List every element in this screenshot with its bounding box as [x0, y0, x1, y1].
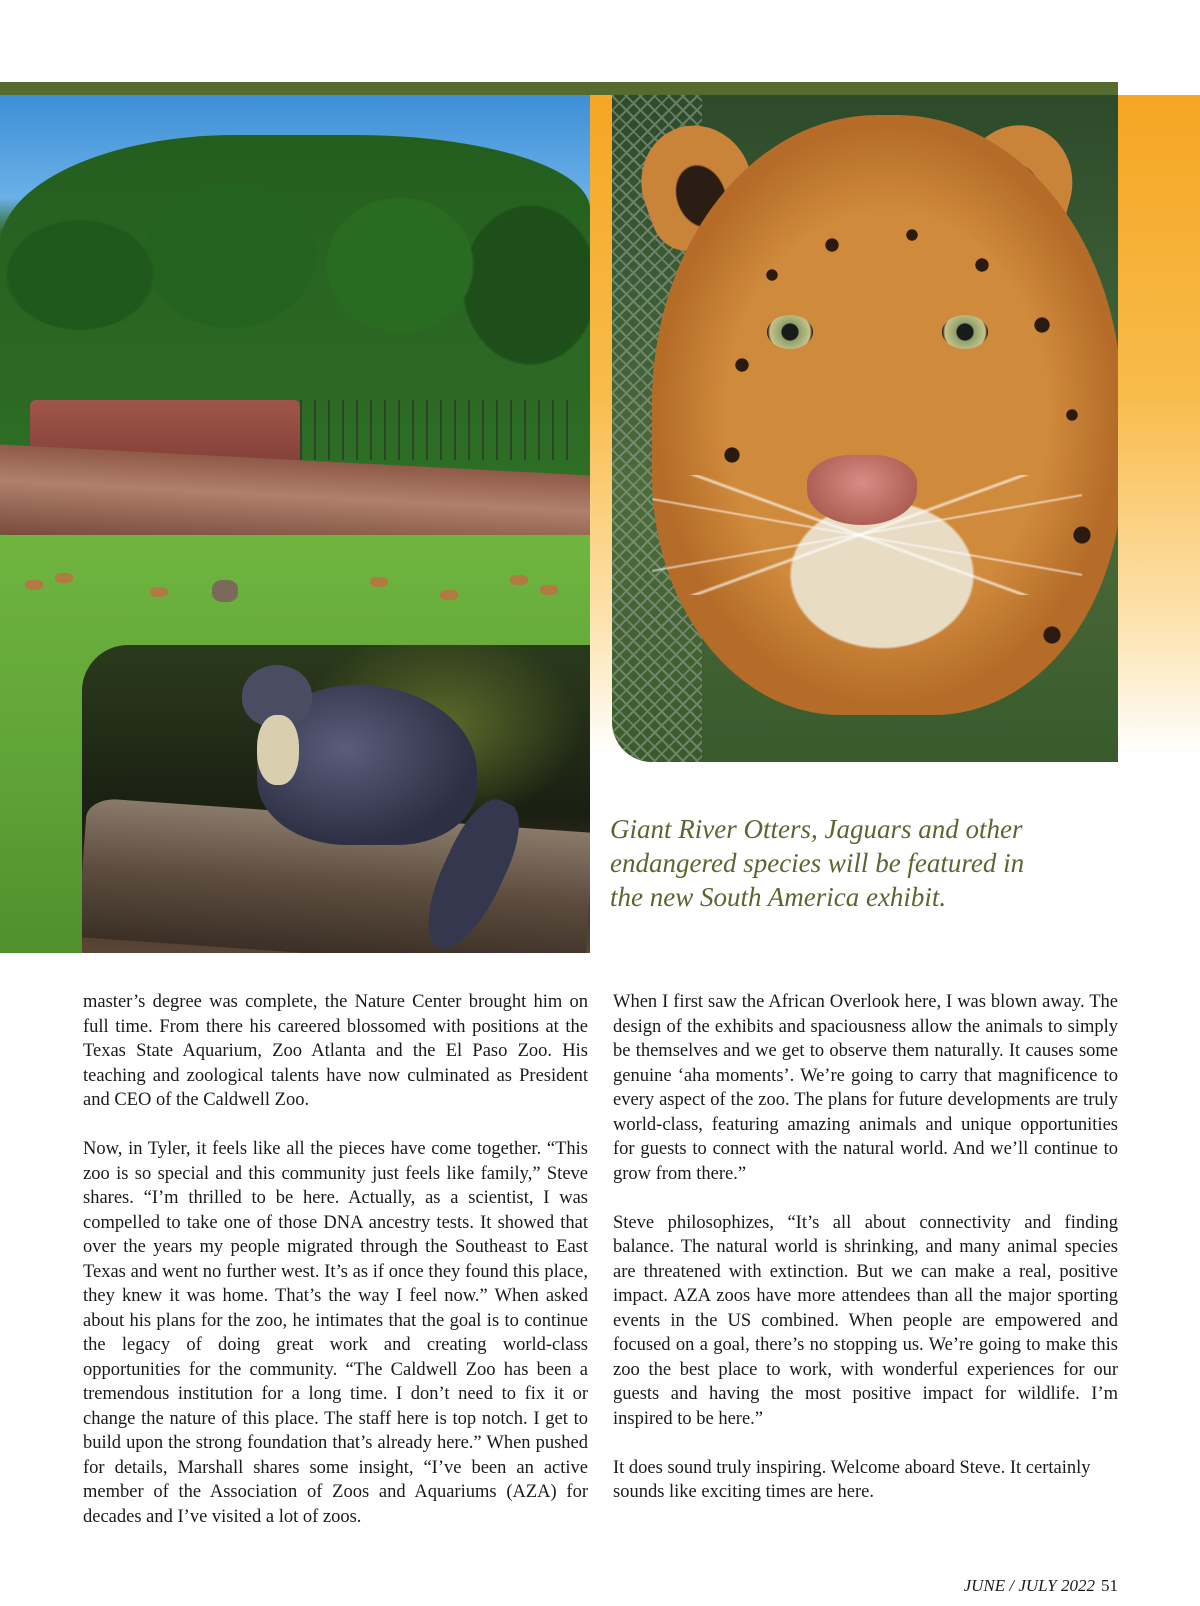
caption-line: the new South America exhibit. [610, 882, 947, 912]
ostrich [212, 580, 238, 602]
antelope [150, 587, 168, 597]
jaguar-head [652, 115, 1118, 715]
page-number: 51 [1101, 1576, 1118, 1595]
paragraph: master’s degree was complete, the Nature Center brought him on full time. From there his careered blossomed with positions at the Texas State Aquarium, Zoo Atlanta and the El Paso Zoo. His teaching and zoological talents have now culminated as President and CEO of the Caldwell Zoo. [83, 992, 588, 1110]
jaguar-eye-right [942, 315, 988, 349]
issue-date: JUNE / JULY 2022 [963, 1576, 1095, 1595]
caption-line: Giant River Otters, Jaguars and other [610, 814, 1023, 844]
antelope [55, 573, 73, 583]
article-column-right [613, 990, 1118, 1505]
article-column-left [83, 990, 588, 1529]
top-rule [0, 82, 1118, 95]
paragraph: Now, in Tyler, it feels like all the pieces have come together. “This zoo is so special and this community just feels like family,” Steve shares. “I’m thrilled to be here. Actually, as a scientist, I was compelled to take one of those DNA ancestry tests. It showed that over the years my people migrated through the Southeast to East Texas and went no further west. It’s as if once they found this place, they knew it was home. That’s the way I feel now.” When asked about his plans for the zoo, he intimates that the goal is to continue the legacy of doing great work and creating world-class opportunities for the community. “The Caldwell Zoo has been a tremendous institution for a long time. I don’t need to fix it or change the nature of this place. The staff here is top notch. I get to build upon the strong foundation that’s already here.” When pushed for details, Marshall shares some insight, “I’ve been an active member of the Association of Zoos and Aquariums (AZA) for decades and I’ve visited a lot of zoos. [83, 1139, 588, 1527]
jaguar-eye-left [767, 315, 813, 349]
paragraph: When I first saw the African Overlook here, I was blown away. The design of the exhibits and spaciousness allow the animals to simply be themselves and we get to observe them naturally. It causes some genuine ‘aha moments’. We’re going to carry that magnificence to every aspect of the zoo. The plans for future developments are truly world-class, featuring amazing animals and unique opportunities for guests to connect with the natural world. And we’ll continue to grow from there.” [613, 992, 1118, 1184]
paragraph: Steve philosophizes, “It’s all about connectivity and finding balance. The natural world is shrinking, and many animal species are threatened with extinction. But we can make a real, positive impact. AZA zoos have more attendees than all the major sporting events in the US combined. When people are empowered and focused on a goal, there’s no stopping us. We’re going to make this zoo the best place to work, with wonderful experiences for our guests and having the most positive impact for wildlife. I’m inspired to be here.” [613, 1212, 1118, 1429]
antelope [25, 580, 43, 590]
jaguar-photo [612, 95, 1118, 762]
antelope [440, 590, 458, 600]
antelope [370, 577, 388, 587]
otter-throat-patch [257, 715, 299, 785]
paragraph: It does sound truly inspiring. Welcome aboard Steve. It certainly sounds like exciting times are here. [613, 1457, 1091, 1502]
antelope [540, 585, 558, 595]
page-footer [964, 1576, 1118, 1596]
giant-river-otter-photo [82, 645, 590, 953]
enclosure-fence [300, 400, 570, 460]
jaguar-whiskers [652, 475, 1082, 595]
photo-caption [610, 812, 1030, 914]
caption-line: endangered species will be featured in [610, 848, 1025, 878]
antelope [510, 575, 528, 585]
